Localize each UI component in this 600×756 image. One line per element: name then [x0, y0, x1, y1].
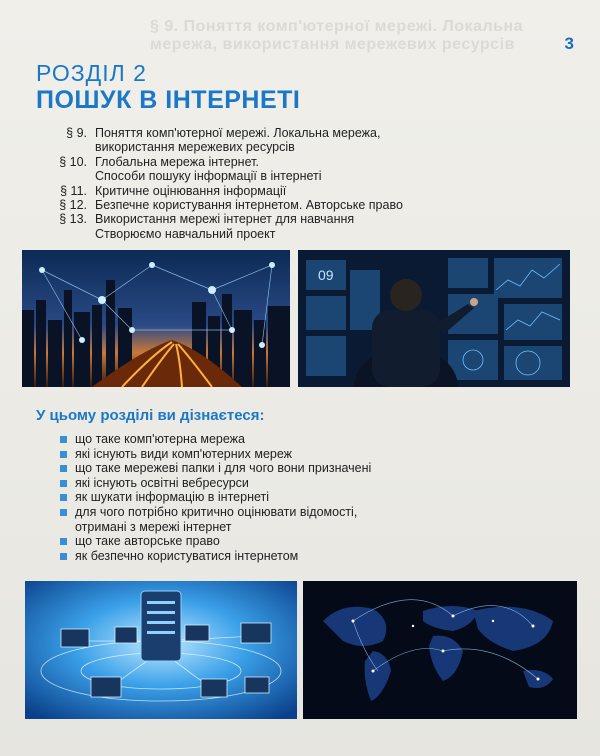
list-item-text: як безпечно користуватися інтернетом [75, 548, 299, 563]
list-item [60, 432, 440, 447]
list-item-text: які існують види комп'ютерних мереж [75, 446, 293, 461]
toc-text: Безпечне користування інтернетом. Авторське право [95, 198, 403, 213]
bullet-square-icon [60, 538, 67, 545]
world-map-photo [303, 581, 577, 719]
network-devices-photo [25, 581, 297, 719]
bullet-square-icon [60, 451, 67, 458]
show-through-text: § 9. Поняття комп'ютерної мережі. Локальна мережа, використання мережевих ресурсів [150, 18, 524, 53]
list-item-text: що таке авторське право [75, 534, 220, 549]
section-label: РОЗДІЛ 2 [36, 60, 147, 86]
list-item-text: які існують освітні вебресурси [75, 475, 249, 490]
bullet-square-icon [60, 509, 67, 516]
toc-item [42, 126, 462, 155]
list-item-text: як шукати інформацію в інтернеті [75, 490, 270, 505]
learn-heading: У цьому розділі ви дізнаєтеся: [36, 407, 265, 424]
list-item [60, 505, 440, 534]
toc-number: § 9. [66, 126, 87, 140]
list-item [60, 534, 440, 549]
bullet-square-icon [60, 465, 67, 472]
learn-list [60, 432, 440, 563]
toc-number: § 11. [60, 183, 87, 198]
list-item-text: що таке мережеві папки і для чого вони призначені [75, 461, 372, 476]
page-number: 3 [564, 34, 574, 53]
list-item [60, 447, 440, 462]
toc-item [42, 155, 462, 184]
list-item [60, 549, 440, 564]
svg-text:09: 09 [318, 267, 334, 283]
toc-number: § 13. [59, 212, 87, 227]
toc-number: § 10. [59, 154, 87, 169]
section-title: ПОШУК В ІНТЕРНЕТІ [36, 86, 301, 114]
bullet-square-icon [60, 553, 67, 560]
bullet-square-icon [60, 494, 67, 501]
bullet-square-icon [60, 436, 67, 443]
toc-text: Глобальна мережа інтернет. Способи пошуку інформації в інтернеті [95, 154, 322, 184]
toc-number: § 12. [59, 198, 87, 213]
toc-item [42, 184, 462, 198]
data-screens-photo [298, 250, 570, 387]
city-network-photo [22, 250, 290, 387]
list-item-text: для чого потрібно критично оцінювати відомості, отримані з мережі інтернет [75, 504, 358, 534]
list-item [60, 490, 440, 505]
bullet-square-icon [60, 480, 67, 487]
toc-item [42, 212, 462, 241]
table-of-contents [42, 126, 462, 241]
toc-text: Критичне оцінювання інформації [95, 183, 287, 198]
toc-text: Використання мережі інтернет для навчання Створюємо навчальний проект [95, 212, 355, 241]
list-item-text: що таке комп'ютерна мережа [75, 432, 245, 446]
list-item [60, 461, 440, 476]
toc-item [42, 198, 462, 212]
list-item [60, 476, 440, 491]
toc-text: Поняття комп'ютерної мережі. Локальна мережа, використання мережевих ресурсів [95, 126, 381, 155]
